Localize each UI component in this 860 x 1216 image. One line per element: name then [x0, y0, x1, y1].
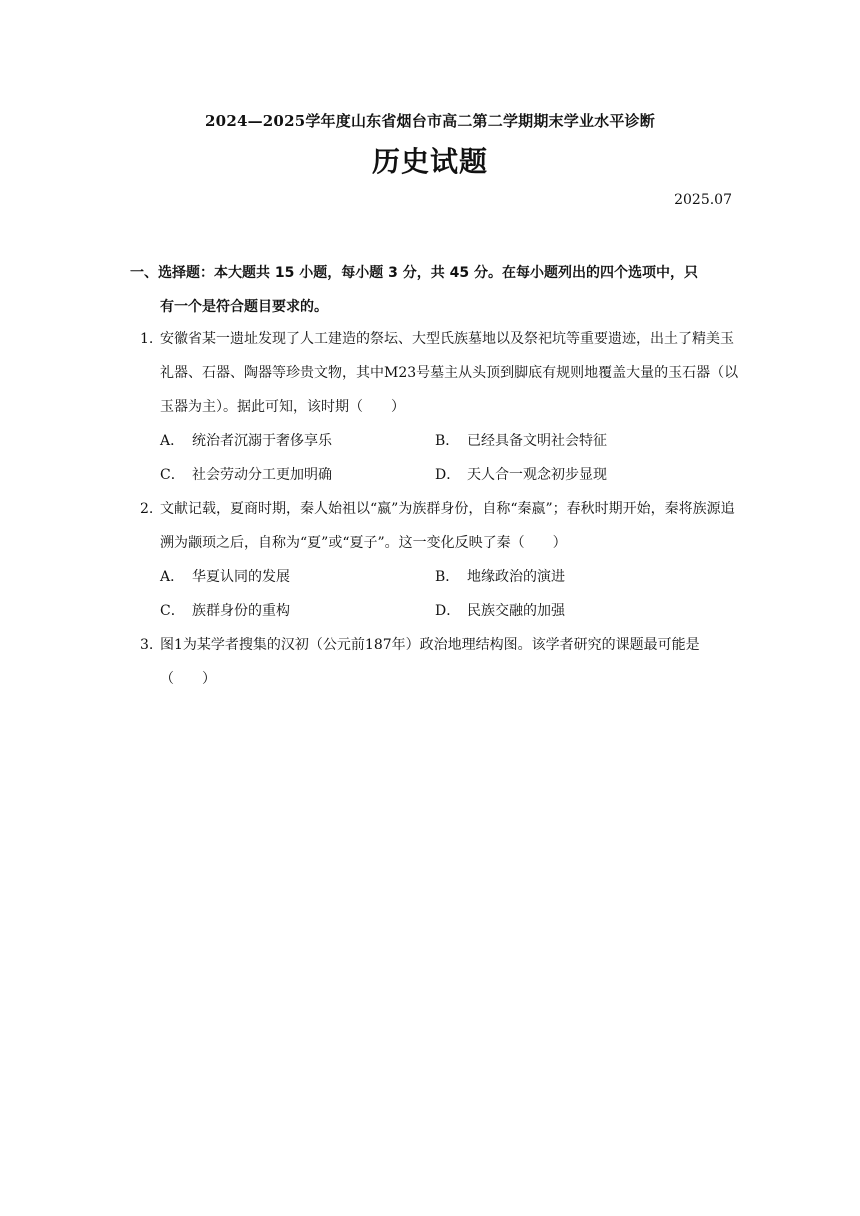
- option-letter: B．: [435, 433, 460, 449]
- option-letter: D．: [435, 467, 461, 483]
- question-3: [140, 628, 740, 696]
- question-text: 安徽省某一遗址发现了人工建造的祭坛、大型氏族墓地以及祭祀坑等重要遗迹，出土了精美玉礼器、石器、陶器等珍贵文物，其中M23号墓主从头顶到脚底有规则地覆盖大量的玉石器（以玉器为主）。据此可知，该时期（ ）: [160, 331, 739, 415]
- question-1: [140, 322, 740, 492]
- option-letter: B．: [435, 569, 460, 585]
- option-text: 华夏认同的发展: [192, 569, 290, 585]
- option-d[interactable]: [435, 594, 710, 628]
- section-heading: [130, 256, 740, 324]
- question-number: 1.: [140, 331, 154, 347]
- option-letter: C．: [160, 467, 185, 483]
- option-d[interactable]: [435, 458, 710, 492]
- subject-title: 历史试题: [371, 145, 488, 178]
- exam-date: 2025.07: [674, 192, 732, 208]
- section-heading-line2: 有一个是符合题目要求的。: [160, 299, 328, 315]
- question-list: [140, 322, 740, 696]
- question-text: 图1为某学者搜集的汉初（公元前187年）政治地理结构图。该学者研究的课题最可能是（ ）: [160, 637, 700, 687]
- option-text: 民族交融的加强: [467, 603, 565, 619]
- option-c[interactable]: [160, 594, 435, 628]
- option-letter: D．: [435, 603, 461, 619]
- option-b[interactable]: [435, 424, 710, 458]
- option-text: 社会劳动分工更加明确: [192, 467, 332, 483]
- option-letter: A．: [160, 569, 185, 585]
- option-text: 天人合一观念初步显现: [467, 467, 607, 483]
- option-letter: C．: [160, 603, 185, 619]
- option-letter: A．: [160, 433, 185, 449]
- option-text: 统治者沉溺于奢侈享乐: [192, 433, 332, 449]
- question-stem: [140, 628, 740, 696]
- exam-name: 2024—2025学年度山东省烟台市高二第二学期期末学业水平诊断: [205, 112, 655, 130]
- option-c[interactable]: [160, 458, 435, 492]
- question-number: 2.: [140, 501, 154, 517]
- question-2: [140, 492, 740, 628]
- option-group: [140, 424, 740, 492]
- option-a[interactable]: [160, 424, 435, 458]
- section-heading-line1: 一、选择题：本大题共 15 小题，每小题 3 分，共 45 分。在每小题列出的四个选项中，只: [130, 265, 698, 281]
- question-number: 3.: [140, 637, 154, 653]
- option-b[interactable]: [435, 560, 710, 594]
- option-group: [140, 560, 740, 628]
- option-text: 族群身份的重构: [192, 603, 290, 619]
- option-text: 已经具备文明社会特征: [467, 433, 607, 449]
- option-a[interactable]: [160, 560, 435, 594]
- question-text: 文献记载，夏商时期，秦人始祖以“嬴”为族群身份，自称“秦嬴”；春秋时期开始，秦将族源追溯为颛顼之后，自称为“夏”或“夏子”。这一变化反映了秦（ ）: [160, 501, 735, 551]
- question-stem: [140, 322, 740, 424]
- option-text: 地缘政治的演进: [467, 569, 565, 585]
- question-stem: [140, 492, 740, 560]
